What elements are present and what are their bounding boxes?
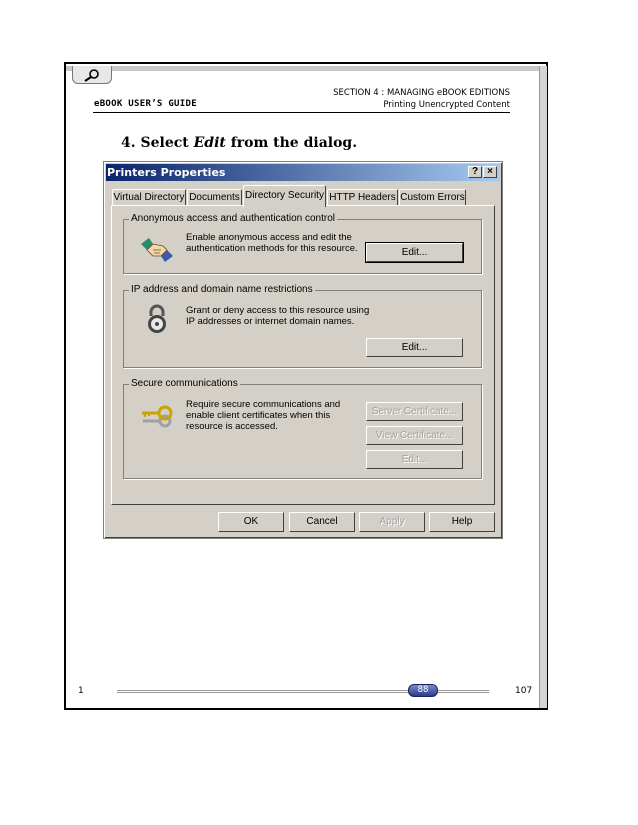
step-prefix: 4. Select — [121, 135, 194, 151]
ok-button[interactable]: OK — [218, 512, 284, 532]
ip-restrictions-desc-line1: Grant or deny access to this resource using — [186, 305, 370, 316]
secure-communications-desc-line1: Require secure communications and — [186, 399, 341, 410]
anonymous-access-edit-button[interactable]: Edit... — [366, 243, 463, 262]
apply-button[interactable]: Apply — [359, 512, 425, 532]
step-emphasis: Edit — [193, 135, 226, 151]
guide-title: eBOOK USER’S GUIDE — [94, 99, 197, 109]
titlebar-close-button[interactable]: × — [483, 166, 497, 178]
tab-http-headers[interactable]: HTTP Headers — [327, 189, 398, 206]
anonymous-access-desc-line2: authentication methods for this resource. — [186, 243, 358, 254]
help-button[interactable]: Help — [429, 512, 495, 532]
anonymous-access-group-label: Anonymous access and authentication control — [131, 213, 336, 224]
secure-communications-group-label: Secure communications — [131, 378, 238, 389]
last-page-number: 107 — [515, 686, 533, 696]
header-divider — [93, 112, 510, 113]
padlock-icon — [146, 304, 168, 334]
secure-communications-desc-line3: resource is accessed. — [186, 421, 278, 432]
ip-restrictions-desc-line2: IP addresses or internet domain names. — [186, 316, 355, 327]
key-icon — [140, 404, 176, 430]
step-instruction — [121, 135, 357, 151]
server-certificate-button[interactable]: Server Certificate... — [366, 402, 463, 421]
reader-top-bar — [66, 66, 546, 71]
step-suffix: from the dialog. — [225, 135, 358, 151]
titlebar-help-button[interactable]: ? — [468, 166, 482, 178]
search-icon — [81, 68, 103, 82]
page-slider-thumb[interactable]: 88 — [408, 684, 438, 697]
dialog-title: Printers Properties — [107, 166, 226, 179]
tab-directory-security[interactable]: Directory Security — [243, 185, 326, 207]
ip-restrictions-edit-button[interactable]: Edit... — [366, 338, 463, 357]
cancel-button[interactable]: Cancel — [289, 512, 355, 532]
tab-documents[interactable]: Documents — [187, 189, 242, 206]
handshake-icon — [139, 236, 175, 264]
reader-scrollbar[interactable] — [539, 66, 547, 708]
section-subtitle: Printing Unencrypted Content — [383, 100, 510, 110]
ip-restrictions-group-label: IP address and domain name restrictions — [131, 284, 313, 295]
search-button[interactable] — [72, 66, 112, 84]
tab-virtual-directory[interactable]: Virtual Directory — [112, 189, 186, 206]
secure-communications-edit-button[interactable]: Edit... — [366, 450, 463, 469]
anonymous-access-desc-line1: Enable anonymous access and edit the — [186, 232, 352, 243]
secure-communications-desc-line2: enable client certificates when this — [186, 410, 331, 421]
tab-custom-errors[interactable]: Custom Errors — [399, 189, 466, 206]
first-page-number: 1 — [78, 686, 84, 696]
view-certificate-button[interactable]: View Certificate... — [366, 426, 463, 445]
section-title: SECTION 4 : MANAGING eBOOK EDITIONS — [333, 88, 510, 98]
